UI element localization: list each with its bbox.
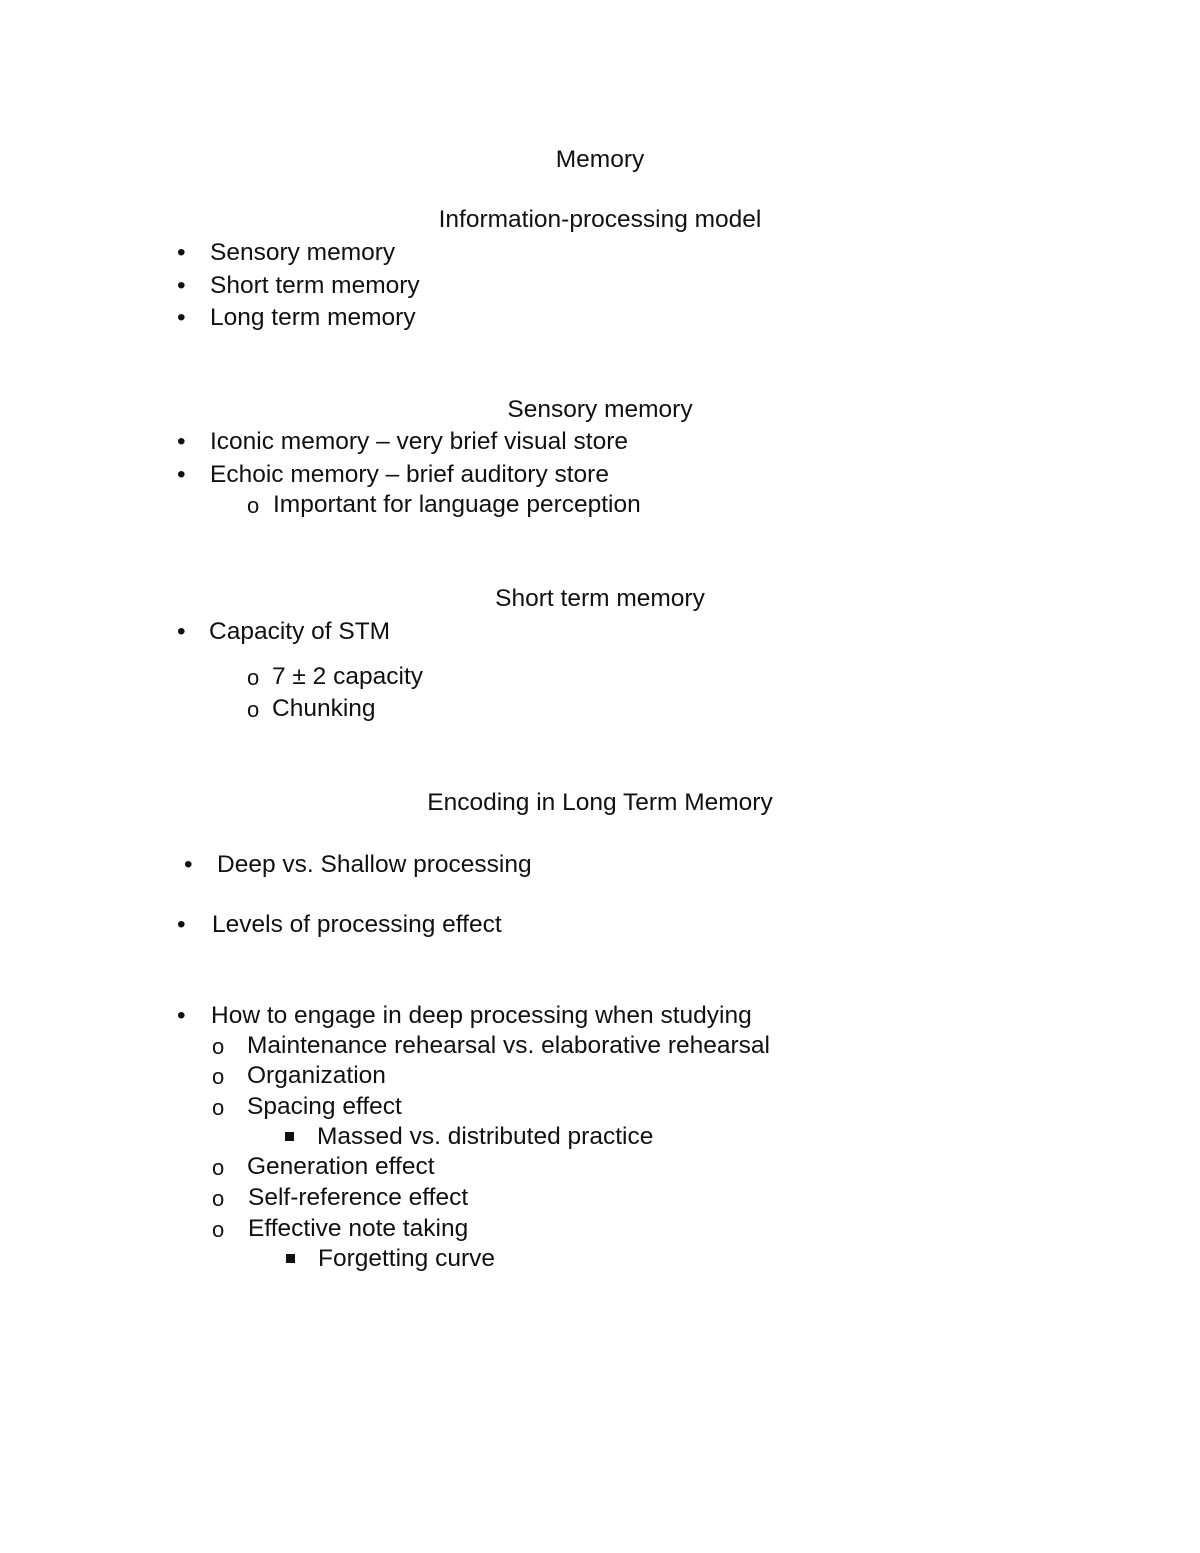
circle-marker: o (212, 1217, 225, 1242)
list-item: Sensory memory (210, 239, 396, 266)
bullet-marker: • (177, 272, 186, 299)
circle-marker: o (212, 1064, 225, 1089)
bullet-marker: • (177, 304, 186, 331)
sub-list-item: Self-reference effect (248, 1184, 469, 1211)
sub-list-item: Organization (247, 1062, 386, 1089)
sub-sub-list-item: Massed vs. distributed practice (317, 1123, 654, 1150)
sub-sub-list-item: Forgetting curve (318, 1245, 496, 1272)
circle-marker: o (212, 1034, 225, 1059)
list-item: Echoic memory – brief auditory store (210, 461, 609, 488)
sub-list-item: Important for language perception (273, 491, 641, 518)
bullet-marker: • (177, 618, 186, 645)
page-title: Memory (555, 146, 645, 173)
list-item: Capacity of STM (209, 618, 391, 645)
section-heading-info-model: Information-processing model (438, 206, 762, 233)
bullet-marker: • (177, 239, 186, 266)
circle-marker: o (247, 665, 260, 690)
list-item: Deep vs. Shallow processing (217, 851, 532, 878)
bullet-marker: • (177, 911, 186, 938)
list-item: Short term memory (210, 272, 420, 299)
circle-marker: o (212, 1095, 225, 1120)
sub-list-item: 7 ± 2 capacity (272, 663, 423, 690)
section-heading-ltm: Encoding in Long Term Memory (427, 789, 773, 816)
section-heading-sensory: Sensory memory (507, 396, 693, 423)
list-item: How to engage in deep processing when studying (211, 1002, 752, 1029)
list-item: Levels of processing effect (212, 911, 502, 938)
list-item: Iconic memory – very brief visual store (210, 428, 628, 455)
sub-list-item: Effective note taking (248, 1215, 469, 1242)
bullet-marker: • (177, 428, 186, 455)
circle-marker: o (212, 1155, 225, 1180)
circle-marker: o (247, 493, 260, 518)
sub-list-item: Maintenance rehearsal vs. elaborative rehearsal (247, 1032, 770, 1059)
section-heading-stm: Short term memory (495, 585, 705, 612)
sub-list-item: Spacing effect (247, 1093, 402, 1120)
sub-list-item: Chunking (272, 695, 376, 722)
circle-marker: o (247, 697, 260, 722)
square-bullet-marker (286, 1254, 295, 1263)
list-item: Long term memory (210, 304, 416, 331)
sub-list-item: Generation effect (247, 1153, 435, 1180)
bullet-marker: • (184, 851, 193, 878)
square-bullet-marker (285, 1132, 294, 1141)
bullet-marker: • (177, 1002, 186, 1029)
circle-marker: o (212, 1186, 225, 1211)
bullet-marker: • (177, 461, 186, 488)
